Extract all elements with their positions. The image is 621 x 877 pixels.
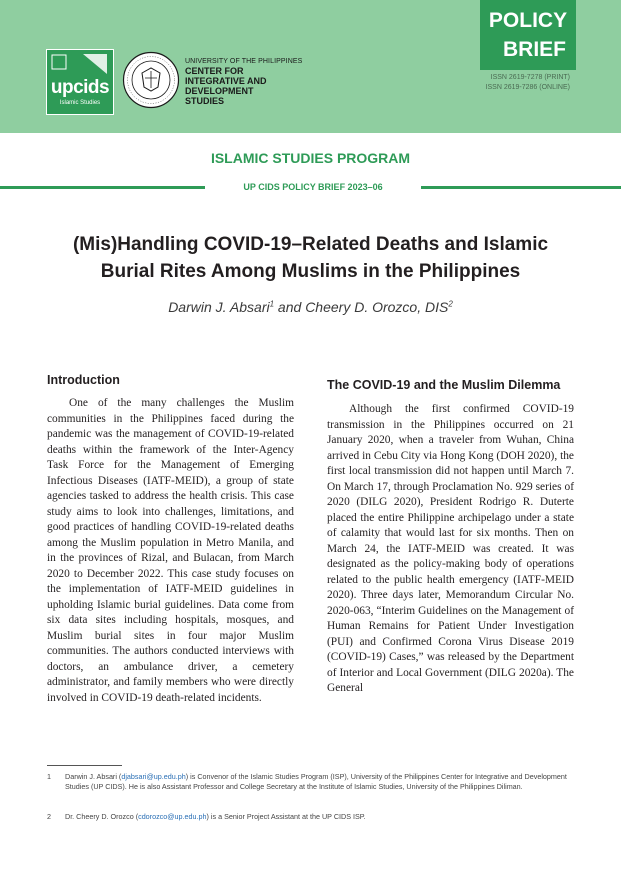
footnote-divider bbox=[47, 765, 122, 766]
footnote-ref-2[interactable]: 2 bbox=[448, 299, 453, 309]
email-link[interactable]: cdorozco@up.edu.ph bbox=[138, 812, 207, 821]
university-seal-icon bbox=[122, 51, 180, 109]
policy-brief-badge bbox=[480, 0, 576, 70]
issn-block bbox=[470, 73, 570, 93]
institution-line-3: INTEGRATIVE AND bbox=[185, 76, 267, 86]
footnote-text-pre: Darwin J. Absari ( bbox=[65, 772, 122, 781]
footnote-1 bbox=[47, 772, 577, 792]
author-1: Darwin J. Absari bbox=[168, 299, 270, 315]
brief-number-row bbox=[0, 182, 621, 194]
divider-left bbox=[0, 186, 205, 189]
footnote-number: 2 bbox=[47, 812, 51, 821]
footnote-ref-1[interactable]: 1 bbox=[269, 299, 275, 309]
badge-line-1: POLICY bbox=[488, 9, 568, 32]
logo-subtitle: Islamic Studies bbox=[59, 100, 101, 106]
authors-conjunction: and bbox=[274, 299, 306, 315]
logo-wordmark: upcids bbox=[50, 77, 110, 98]
footnote-text-pre: Dr. Cheery D. Orozco ( bbox=[65, 812, 139, 821]
section-heading-dilemma: The COVID-19 and the Muslim Dilemma bbox=[327, 378, 561, 392]
title-line-2: Burial Rites Among Muslims in the Philippines bbox=[100, 261, 521, 282]
footnote-text-post: ) is Convenor of the Islamic Studies Program (ISP), University of the Philippines Center for Integrative and Development Studies (UP CIDS). He is also Assistant Professor and College Secretary at the Institute of Islamic Studies, University of the Philippines Diliman. bbox=[65, 772, 567, 792]
institution-line-2: CENTER FOR bbox=[185, 66, 244, 76]
authors-line bbox=[0, 299, 621, 315]
header-band bbox=[0, 0, 621, 133]
dilemma-paragraph: Although the first confirmed COVID-19 transmission in the Philippines occurred on 21 January 2020, when a traveler from Wuhan, China arrived in Cebu City via Hong Kong (DOH 2020), the first local transmission did not happen until March 7. On March 17, through Proclamation No. 929 series of 2020 (DILG 2020), President Rodrigo R. Duterte placed the entire Philippine archipelago under a state of calamity that would last for six months. Then on March 24, the IATF-MEID was created. It was designated as the policy-making body of operations related to the public health emergency (IATF-MEID 2020). Three days later, Memorandum Circular No. 2020-063, “Interim Guidelines on the Management of Human Remains for Patient Under Investigation (PUI) and Confirmed Corona Virus Disease 2019 (COVID-19) Cases,” was released by the Department of Interior and Local Government (DILG 2020a). The General bbox=[327, 403, 574, 694]
badge-line-2: BRIEF bbox=[503, 38, 566, 61]
institution-line-5: STUDIES bbox=[185, 96, 225, 106]
institution-line-1: UNIVERSITY OF THE PHILIPPINES bbox=[185, 58, 303, 65]
title-line-1: (Mis)Handling COVID-19–Related Deaths and Islamic bbox=[72, 234, 549, 255]
divider-right bbox=[421, 186, 621, 189]
upcids-logo-mark-icon bbox=[47, 50, 113, 78]
brief-number: UP CIDS POLICY BRIEF 2023–06 bbox=[243, 182, 383, 192]
page-title bbox=[40, 231, 581, 285]
email-link[interactable]: djabsari@up.edu.ph bbox=[121, 772, 186, 781]
author-2: Cheery D. Orozco, DIS bbox=[305, 299, 449, 315]
footnote-2 bbox=[47, 812, 577, 822]
issn-print: ISSN 2619-7278 (PRINT) bbox=[490, 74, 570, 81]
footnote-text-post: ) is a Senior Project Assistant at the UP CIDS ISP. bbox=[206, 812, 366, 821]
institution-name bbox=[185, 57, 302, 106]
introduction-paragraph: One of the many challenges the Muslim communities in the Philippines faced during the pandemic was the management of COVID-19-related deaths within the framework of the Inter-Agency Task Force for the Management of Emerging Infectious Diseases (IATF-MEID), a group of state agencies tasked to address the health crisis. This case study aims to look into challenges, limitations, and good practices of handling COVID-19-related deaths among the Muslim population in Metro Manila, and in the provinces of Rizal, and Bulacan, from March 2020 to December 2022. This case study focuses on the implementation of IATF-MEID guidelines in upholding Islamic burial guidelines. Data come from six data sites including hospitals, mosques, and Muslim burial sites in four major Muslim communities. The authors conducted interviews with doctors, an ambulance driver, a cemetery administrator, and family members who were directly involved in COVID-19 death-related incidents. bbox=[47, 397, 294, 704]
left-column bbox=[47, 396, 294, 706]
upcids-logo bbox=[46, 49, 114, 115]
footnote-number: 1 bbox=[47, 772, 51, 781]
issn-online: ISSN 2619-7286 (ONLINE) bbox=[485, 84, 570, 91]
program-name: ISLAMIC STUDIES PROGRAM bbox=[210, 150, 411, 166]
right-column bbox=[327, 402, 574, 697]
section-heading-introduction: Introduction bbox=[47, 373, 120, 387]
institution-line-4: DEVELOPMENT bbox=[185, 86, 254, 96]
